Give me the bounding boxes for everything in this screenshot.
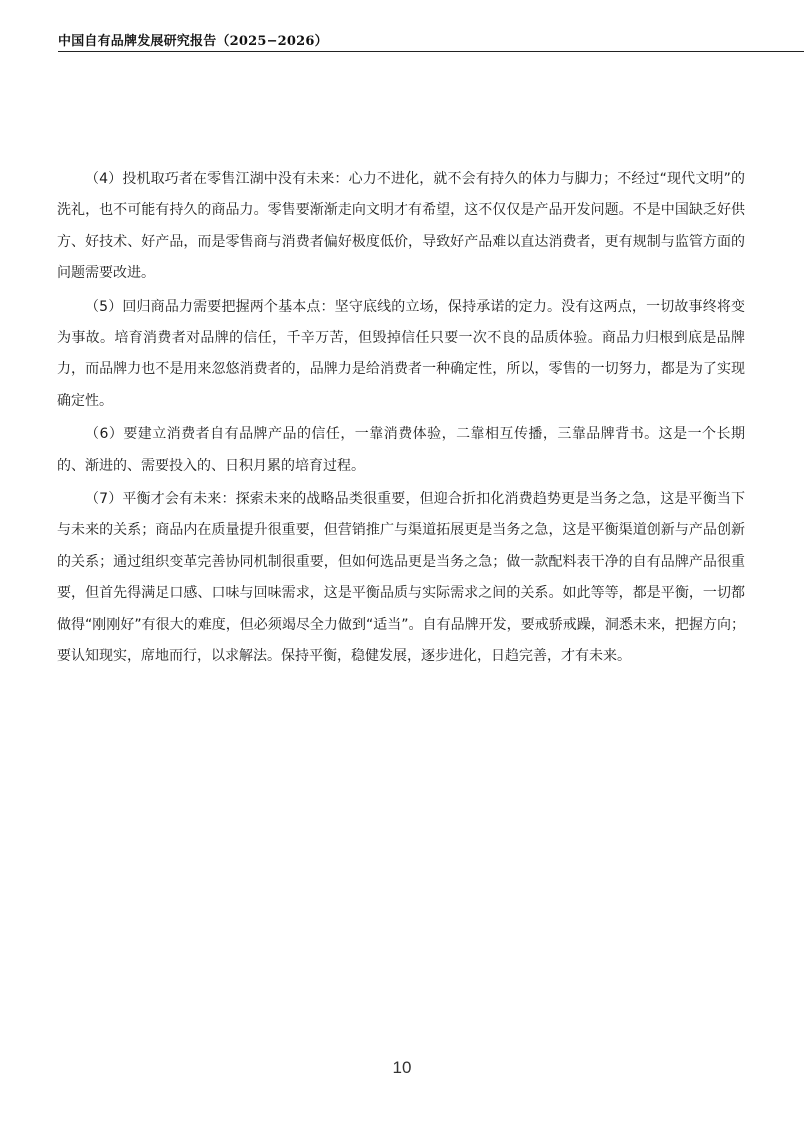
header-divider bbox=[58, 51, 804, 52]
body-text bbox=[57, 164, 745, 675]
paragraph-7: （7）平衡才会有未来：探索未来的战略品类很重要，但迎合折扣化消费趋势更是当务之急，这是平衡当下与未来的关系；商品内在质量提升很重要，但营销推广与渠道拓展更是当务之急，这是平衡渠道创新与产品创新的关系；通过组织变革完善协同机制很重要，但如何选品更是当务之急；做一款配料表干净的自有品牌产品很重要，但首先得满足口感、口味与回味需求，这是平衡品质与实际需求之间的关系。如此等等，都是平衡，一切都做得“刚刚好”有很大的难度，但必须竭尽全力做到“适当”。自有品牌开发，要戒骄戒躁，洞悉未来，把握方向；要认知现实，席地而行，以求解法。保持平衡，稳健发展，逐步进化，日趋完善，才有未来。 bbox=[57, 491, 745, 665]
paragraph-4: （4）投机取巧者在零售江湖中没有未来：心力不进化，就不会有持久的体力与脚力；不经过“现代文明”的洗礼，也不可能有持久的商品力。零售要渐渐走向文明才有希望，这不仅仅是产品开发问题。不是中国缺乏好供方、好技术、好产品，而是零售商与消费者偏好极度低价，导致好产品难以直达消费者，更有规制与监管方面的问题需要改进。 bbox=[57, 171, 745, 282]
paragraph-5: （5）回归商品力需要把握两个基本点：坚守底线的立场，保持承诺的定力。没有这两点，一切故事终将变为事故。培育消费者对品牌的信任，千辛万苦，但毁掉信任只要一次不良的品质体验。商品力归根到底是品牌力，而品牌力也不是用来忽悠消费者的，品牌力是给消费者一种确定性，所以，零售的一切努力，都是为了实现确定性。 bbox=[57, 298, 745, 409]
running-header-title: 中国自有品牌发展研究报告（2025−2026） bbox=[58, 34, 328, 49]
paragraph-6: （6）要建立消费者自有品牌产品的信任，一靠消费体验，二靠相互传播，三靠品牌背书。这是一个长期的、渐进的、需要投入的、日积月累的培育过程。 bbox=[57, 426, 745, 474]
page-number: 10 bbox=[392, 1058, 412, 1077]
